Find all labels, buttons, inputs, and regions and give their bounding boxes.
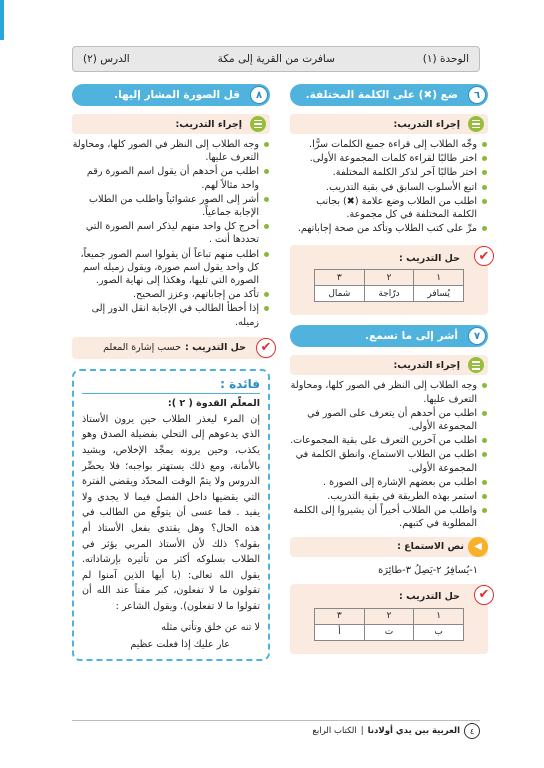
page-number: ٤ (464, 723, 480, 739)
list-item: اطلب من آخرين التعرف على بقية المجموعات. (290, 434, 488, 447)
table-cell: ٢ (364, 270, 414, 286)
solution-label: حل التدريب : (398, 252, 460, 264)
tip-body: إن المرء ليعذر الطلاب حين يرون الأستاذ الذي يدعوهم إلى التحلي بفضيلة الصدق وهو يكذب، وحين يرونه يمجِّد الإخلاص، ويشيد بالأمانة، ومع ذلك يستهتر بواجبه؛ فلا يحضِّر الدروس ولا يتمّ الوقت المحدّد ويقضي الفترة التي يقضيها داخل الفصل فيما لا يجدي ولا يفيد . فما عسى أن يتوقّع من الطالب في هذه الحال؟ وهل يقتدي بفعل الأستاذ أم بقوله؟ ذلك لأن الأستاذ المربي يؤثر في الطلاب بسلوكه أكثر من تأثيره بإرشاداته. يقول الله تعالى: (يا أيها الذين آمنوا لم تقولون ما لا تفعلون، كبر مقتاً عند الله أن تقولوا ما لا تفعلون). ويقول الشاعر : (82, 413, 260, 612)
list-item: تأكد من إجاباتهم، وعزز الصحيح. (72, 288, 270, 301)
list-item: اطلب من الطلاب وضع علامة (✖) بجانب الكلمة المختلفة في كل مجموعة. (290, 195, 488, 221)
procedure-label: إجراء التدريب: (175, 118, 242, 130)
table-cell: شمال (315, 286, 365, 302)
procedure-label: إجراء التدريب: (393, 118, 460, 130)
exercise-title: قل الصورة المشار إليها. (114, 89, 240, 101)
list-item: مرِّ على كتب الطلاب وتأكد من صحة إجاباتهم. (290, 222, 488, 235)
list-icon (250, 116, 266, 132)
page-edge-marker (0, 0, 4, 40)
table-cell: ب (414, 624, 464, 640)
unit-label: الوحدة (١) (422, 53, 469, 65)
list-item: اختر طالبًا لقراءة كلمات المجموعة الأولى. (290, 152, 488, 165)
listening-label: نص الاستماع : (397, 541, 464, 553)
right-column (290, 84, 488, 654)
procedure-list (72, 138, 270, 329)
listening-text: ١-يُسافِرُ ٢-يَصِلُ ٣-طائِرَة (378, 564, 478, 576)
page-footer: ٤ العربية بين يدي أولادنا | الكتاب الرابع (72, 722, 480, 740)
exercise-8-header (72, 84, 270, 106)
exercise-7-header (290, 325, 488, 347)
procedure-list (290, 379, 488, 530)
left-column (72, 84, 270, 661)
procedure-band (290, 355, 488, 375)
exercise-title: ضع (✖) على الكلمة المختلفة. (305, 89, 458, 101)
verse-line: لا تنه عن خلق وتأتي مثله (161, 621, 260, 633)
solution-box (290, 584, 488, 654)
lesson-label: الدرس (٢) (83, 53, 130, 65)
list-item: أشر إلى الصور عشوائياً واطلب من الطلاب الإجابة جماعياً. (72, 193, 270, 219)
list-item: إذا أخطأ الطالب في الإجابة انقل الدور إلى زميله. (72, 302, 270, 328)
page-header (72, 46, 480, 72)
book-title: العربية بين يدي أولادنا (367, 726, 460, 736)
table-cell: ت (364, 624, 414, 640)
exercise-number: ٦ (468, 86, 486, 104)
list-item: اطلب من أحدهم أن يتعرف على الصور في المجموعة الأولى. (290, 407, 488, 433)
solution-text: حسب إشارة المعلم (103, 342, 181, 354)
solution-label: حل التدريب : (398, 591, 460, 603)
table-cell: ١ (414, 608, 464, 624)
exercise-title: أشر إلى ما تسمع. (365, 330, 458, 343)
list-item: أخرج كل واحد منهم ليذكر اسم الصورة التي تحددها أنت . (72, 220, 270, 246)
table-cell: ١ (414, 270, 464, 286)
exercise-number: ٨ (250, 86, 268, 104)
list-item: اطلب من بعضهم الإشارة إلى الصورة . (290, 476, 488, 489)
book-part: الكتاب الرابع (312, 726, 357, 736)
answer-table (314, 269, 464, 302)
procedure-label: إجراء التدريب: (393, 359, 460, 371)
list-item: وجِّه الطلاب إلى قراءة جميع الكلمات سرًّا. (290, 138, 488, 151)
verse-line: عار عليك إذا فعلت عظيم (130, 638, 230, 650)
tip-box (72, 369, 270, 661)
table-cell: درّاجة (364, 286, 414, 302)
procedure-band (72, 114, 270, 134)
tip-title: فائدة : (82, 377, 260, 394)
list-item: استمر بهذه الطريقة في بقية التدريب. (290, 490, 488, 503)
exercise-6-header (290, 84, 488, 106)
list-item: اطلب من أحدهم أن يقول اسم الصورة رقم واحد مثالاً لهم. (72, 165, 270, 191)
procedure-band (290, 114, 488, 134)
list-icon (468, 116, 484, 132)
list-item: اختر طالبًا آخر لذكر الكلمة المختلفة. (290, 166, 488, 179)
table-cell: ٣ (315, 270, 365, 286)
lesson-title: سافرت من القرية إلى مكة (217, 53, 335, 65)
table-cell: ٣ (315, 608, 365, 624)
procedure-list (290, 138, 488, 235)
listening-band (290, 537, 488, 557)
solution-label: حل التدريب : (184, 342, 246, 354)
list-item: اطلب منهم تباعاً أن يقولوا اسم الصور جميعاً، كل واحد يقول اسم صورة، ويقول زميله اسم الصورة التي تليها، وهكذا إلى نهاية الصور. (72, 248, 270, 288)
poem-verse (82, 619, 260, 653)
list-item: وجه الطلاب إلى النظر في الصور كلها، ومحاولة التعرف عليها. (72, 138, 270, 164)
exercise-number: ٧ (468, 327, 486, 345)
table-cell: أ (315, 624, 365, 640)
checkmark-icon: ✔ (256, 338, 276, 358)
table-cell: يُسافر (414, 286, 464, 302)
checkmark-icon: ✔ (474, 585, 494, 605)
list-item: وجه الطلاب إلى النظر في الصور كلها، ومحاولة التعرف عليها. (290, 379, 488, 405)
solution-box (290, 245, 488, 315)
table-cell: ٢ (364, 608, 414, 624)
tip-subtitle: المعلّم القدوة ( ٢ ): (167, 397, 260, 409)
speaker-icon: ◀ (468, 537, 488, 557)
solution-band (72, 337, 270, 359)
footer-rule (72, 720, 480, 721)
list-item: اتبع الأسلوب السابق في بقية التدريب. (290, 181, 488, 194)
list-item: اطلب من الطلاب الاستماع، وانطق الكلمة في المجموعة الأولى. (290, 448, 488, 474)
list-item: واطلب من الطلاب أخيراً أن يشيروا إلى الكلمة المطلوبة في كتبهم. (290, 504, 488, 530)
list-icon (468, 357, 484, 373)
answer-table (314, 608, 464, 641)
checkmark-icon: ✔ (474, 246, 494, 266)
